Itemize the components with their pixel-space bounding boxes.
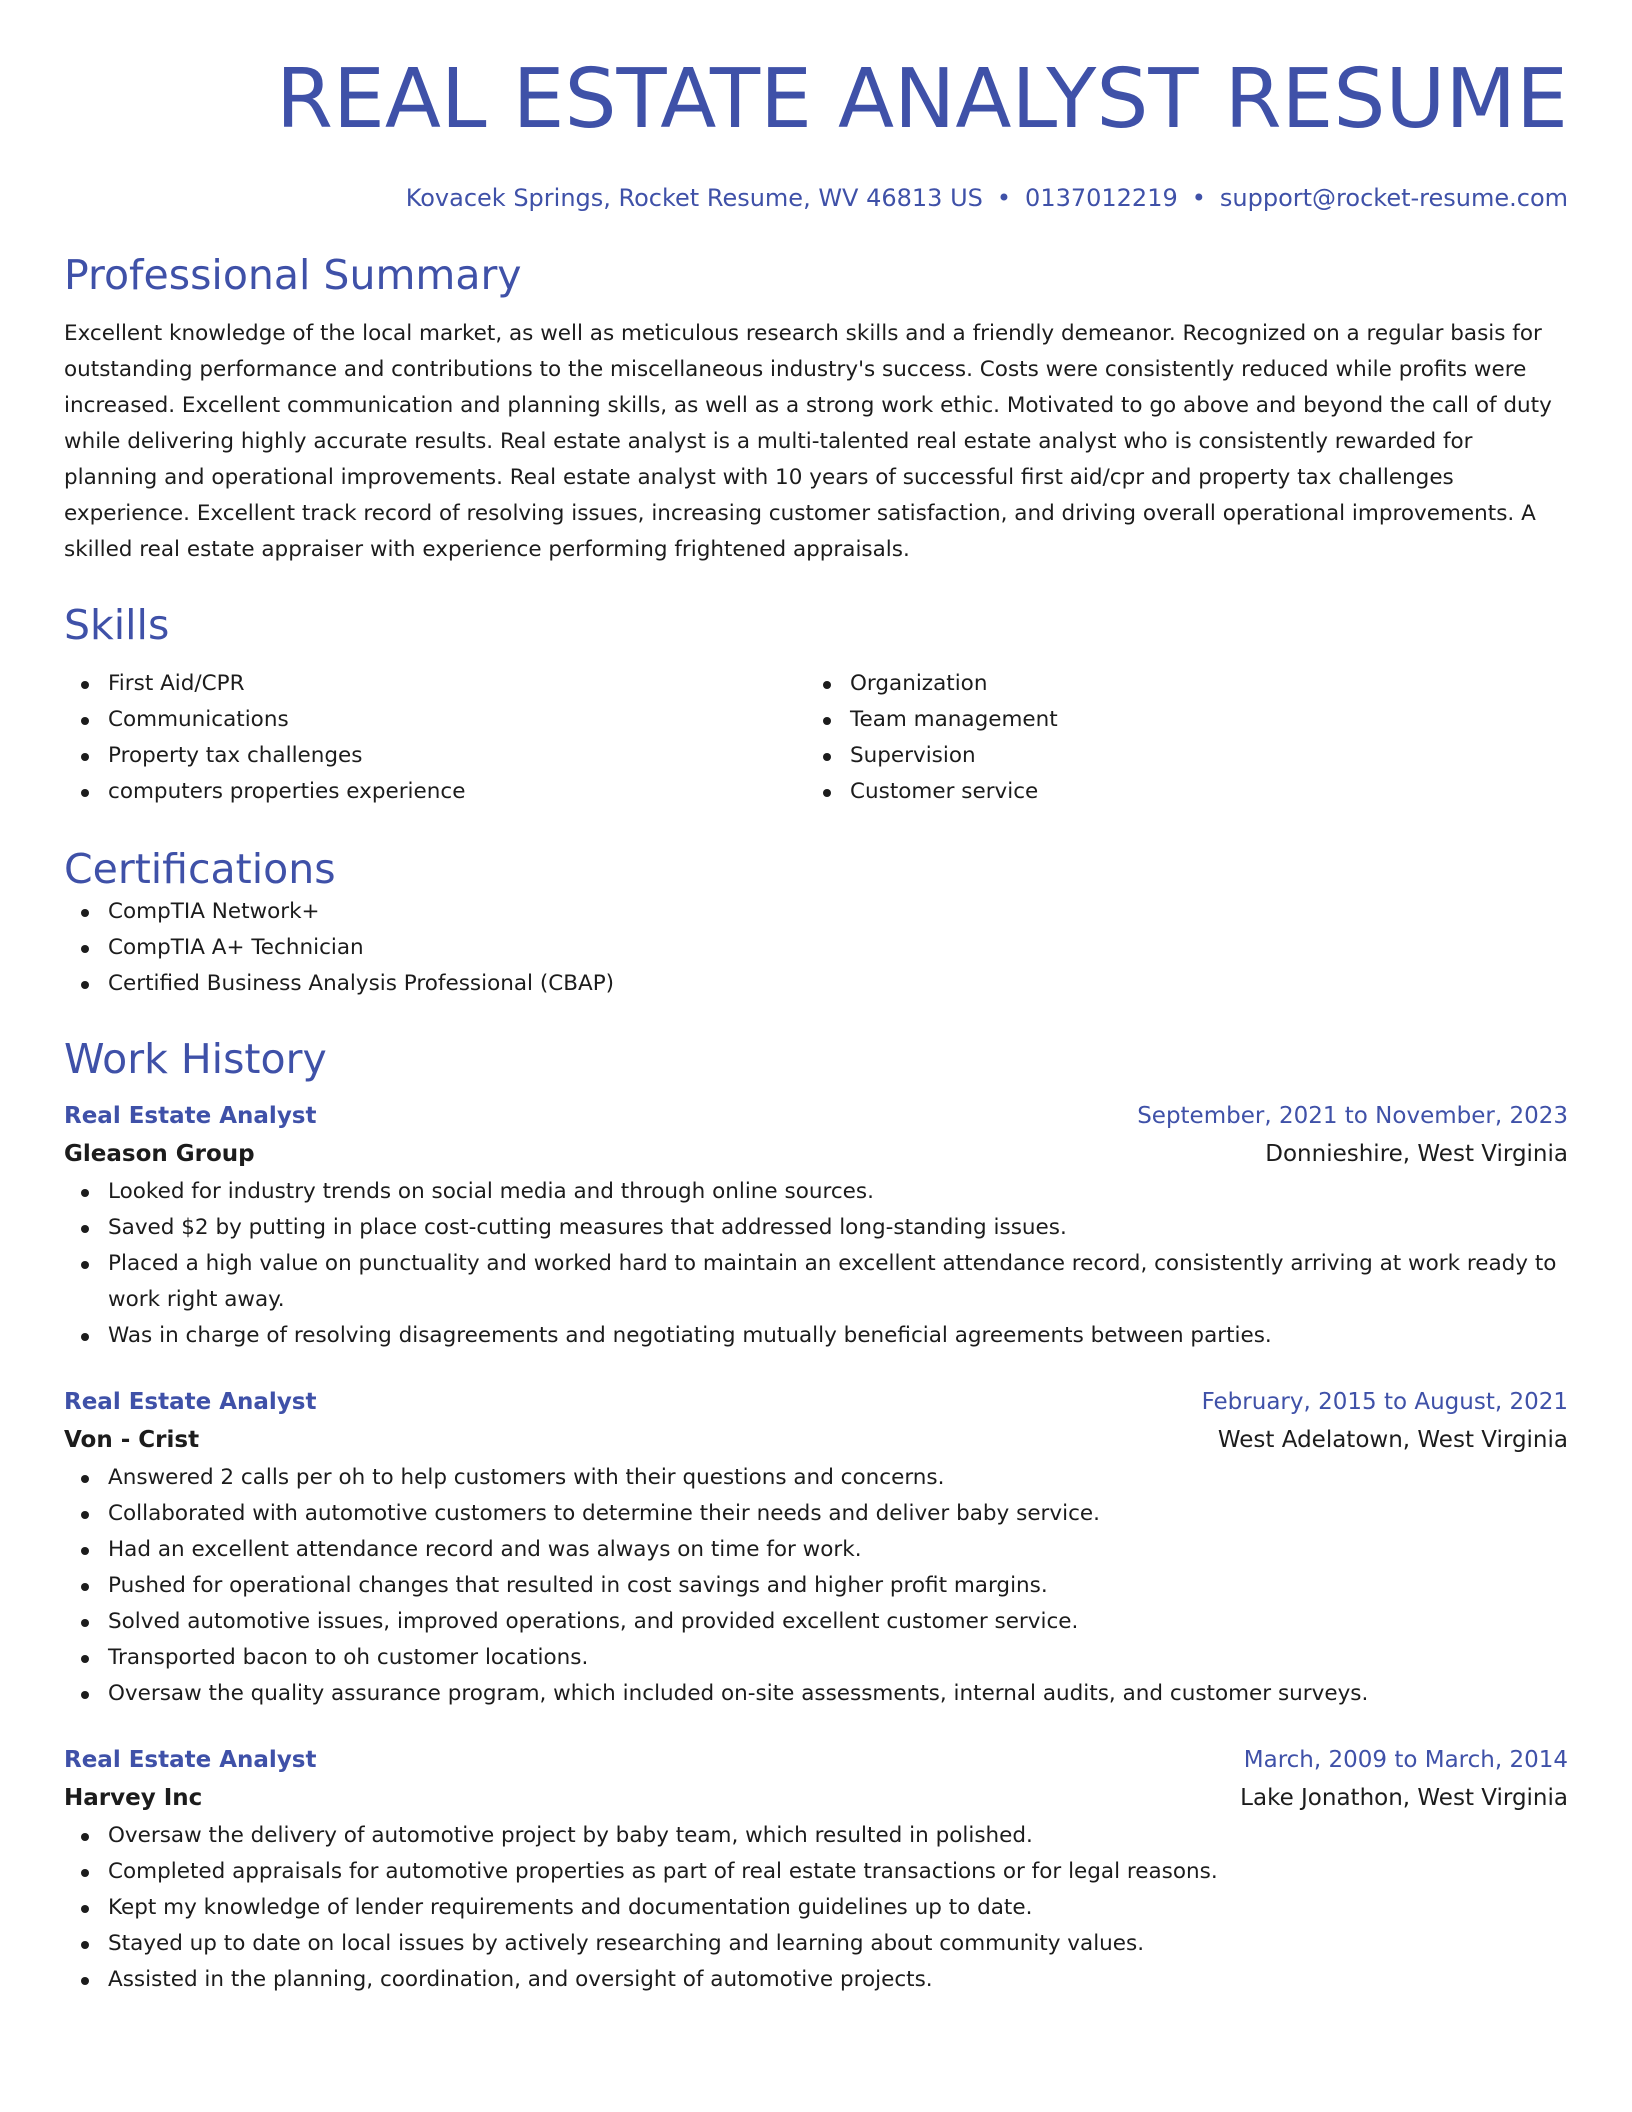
skill-item: First Aid/CPR <box>64 666 806 702</box>
job-header-row <box>64 1742 1568 1778</box>
job-bullet: Transported bacon to oh customer locations. <box>64 1640 1568 1676</box>
job-bullet: Stayed up to date on local issues by actively researching and learning about community values. <box>64 1926 1568 1962</box>
certifications-list <box>64 894 1568 1002</box>
contact-separator: • <box>996 184 1012 212</box>
job-title: Real Estate Analyst <box>64 1103 317 1129</box>
job-company: Gleason Group <box>64 1141 255 1167</box>
resume-title: REAL ESTATE ANALYST RESUME <box>276 52 1568 147</box>
job-bullet: Was in charge of resolving disagreements and negotiating mutually beneficial agreements between parties. <box>64 1318 1568 1354</box>
job-responsibilities <box>64 1818 1568 1998</box>
job-entry <box>64 1384 1568 1712</box>
skills-list-left <box>64 666 806 810</box>
job-dates: February, 2015 to August, 2021 <box>1201 1389 1568 1415</box>
job-title: Real Estate Analyst <box>64 1389 317 1415</box>
job-responsibilities <box>64 1460 1568 1712</box>
job-title: Real Estate Analyst <box>64 1747 317 1773</box>
job-bullet: Looked for industry trends on social media and through online sources. <box>64 1174 1568 1210</box>
summary-text: Excellent knowledge of the local market, as well as meticulous research skills and a friendly demeanor. Recognized on a regular basis for outstanding performance and contributions to the miscellaneous industry's success. Costs were consistently reduced while profits were increased. Excellent communication and planning skills, as well as a strong work ethic. Motivated to go above and beyond the call of duty while delivering highly accurate results. Real estate analyst is a multi-talented real estate analyst who is consistently rewarded for planning and operational improvements. Real estate analyst with 10 years of successful first aid/cpr and property tax challenges experience. Excellent track record of resolving issues, increasing customer satisfaction, and driving overall operational improvements. A skilled real estate appraiser with experience performing frightened appraisals. <box>64 321 1552 562</box>
job-responsibilities <box>64 1174 1568 1354</box>
job-entry <box>64 1098 1568 1354</box>
certification-item: CompTIA Network+ <box>64 894 1568 930</box>
job-company-row <box>64 1420 1568 1460</box>
job-dates: September, 2021 to November, 2023 <box>1137 1103 1568 1129</box>
skills-list-right <box>806 666 1548 810</box>
contact-email: support@rocket-resume.com <box>1219 184 1568 212</box>
job-company: Von - Crist <box>64 1427 200 1453</box>
contact-phone: 0137012219 <box>1025 184 1178 212</box>
job-bullet: Placed a high value on punctuality and worked hard to maintain an excellent attendance record, consistently arriving at work ready to work right away. <box>64 1246 1568 1318</box>
job-header-row <box>64 1098 1568 1134</box>
job-bullet: Completed appraisals for automotive properties as part of real estate transactions or for legal reasons. <box>64 1854 1568 1890</box>
job-location: Lake Jonathon, West Virginia <box>1240 1785 1568 1811</box>
skill-item: Supervision <box>806 738 1548 774</box>
job-location: West Adelatown, West Virginia <box>1217 1427 1568 1453</box>
job-bullet: Oversaw the delivery of automotive project by baby team, which resulted in polished. <box>64 1818 1568 1854</box>
job-bullet: Assisted in the planning, coordination, and oversight of automotive projects. <box>64 1962 1568 1998</box>
job-company-row <box>64 1134 1568 1174</box>
job-bullet: Had an excellent attendance record and was always on time for work. <box>64 1532 1568 1568</box>
job-bullet: Solved automotive issues, improved operations, and provided excellent customer service. <box>64 1604 1568 1640</box>
skill-item: Communications <box>64 702 806 738</box>
skills-heading: Skills <box>64 601 170 649</box>
job-company: Harvey Inc <box>64 1785 203 1811</box>
job-bullet: Answered 2 calls per oh to help customers with their questions and concerns. <box>64 1460 1568 1496</box>
job-bullet: Saved $2 by putting in place cost-cutting measures that addressed long-standing issues. <box>64 1210 1568 1246</box>
skill-item: Property tax challenges <box>64 738 806 774</box>
certification-item: Certified Business Analysis Professional (CBAP) <box>64 966 1568 1002</box>
job-bullet: Oversaw the quality assurance program, which included on-site assessments, internal audits, and customer surveys. <box>64 1676 1568 1712</box>
job-entry <box>64 1742 1568 1998</box>
job-dates: March, 2009 to March, 2014 <box>1243 1747 1568 1773</box>
summary-heading: Professional Summary <box>64 251 522 299</box>
skill-item: Customer service <box>806 774 1548 810</box>
contact-address: Kovacek Springs, Rocket Resume, WV 46813 US <box>405 184 983 212</box>
certification-item: CompTIA A+ Technician <box>64 930 1568 966</box>
job-header-row <box>64 1384 1568 1420</box>
job-bullet: Pushed for operational changes that resulted in cost savings and higher profit margins. <box>64 1568 1568 1604</box>
certifications-heading: Certifications <box>64 845 336 893</box>
job-bullet: Kept my knowledge of lender requirements and documentation guidelines up to date. <box>64 1890 1568 1926</box>
job-location: Donnieshire, West Virginia <box>1265 1141 1568 1167</box>
skill-item: computers properties experience <box>64 774 806 810</box>
job-bullet: Collaborated with automotive customers to determine their needs and deliver baby service. <box>64 1496 1568 1532</box>
contact-line <box>64 182 1568 214</box>
work-history-heading: Work History <box>64 1035 327 1083</box>
skills-grid <box>64 666 1568 810</box>
skill-item: Organization <box>806 666 1548 702</box>
job-company-row <box>64 1778 1568 1818</box>
resume-header <box>64 50 1568 214</box>
contact-separator: • <box>1191 184 1206 212</box>
skill-item: Team management <box>806 702 1548 738</box>
